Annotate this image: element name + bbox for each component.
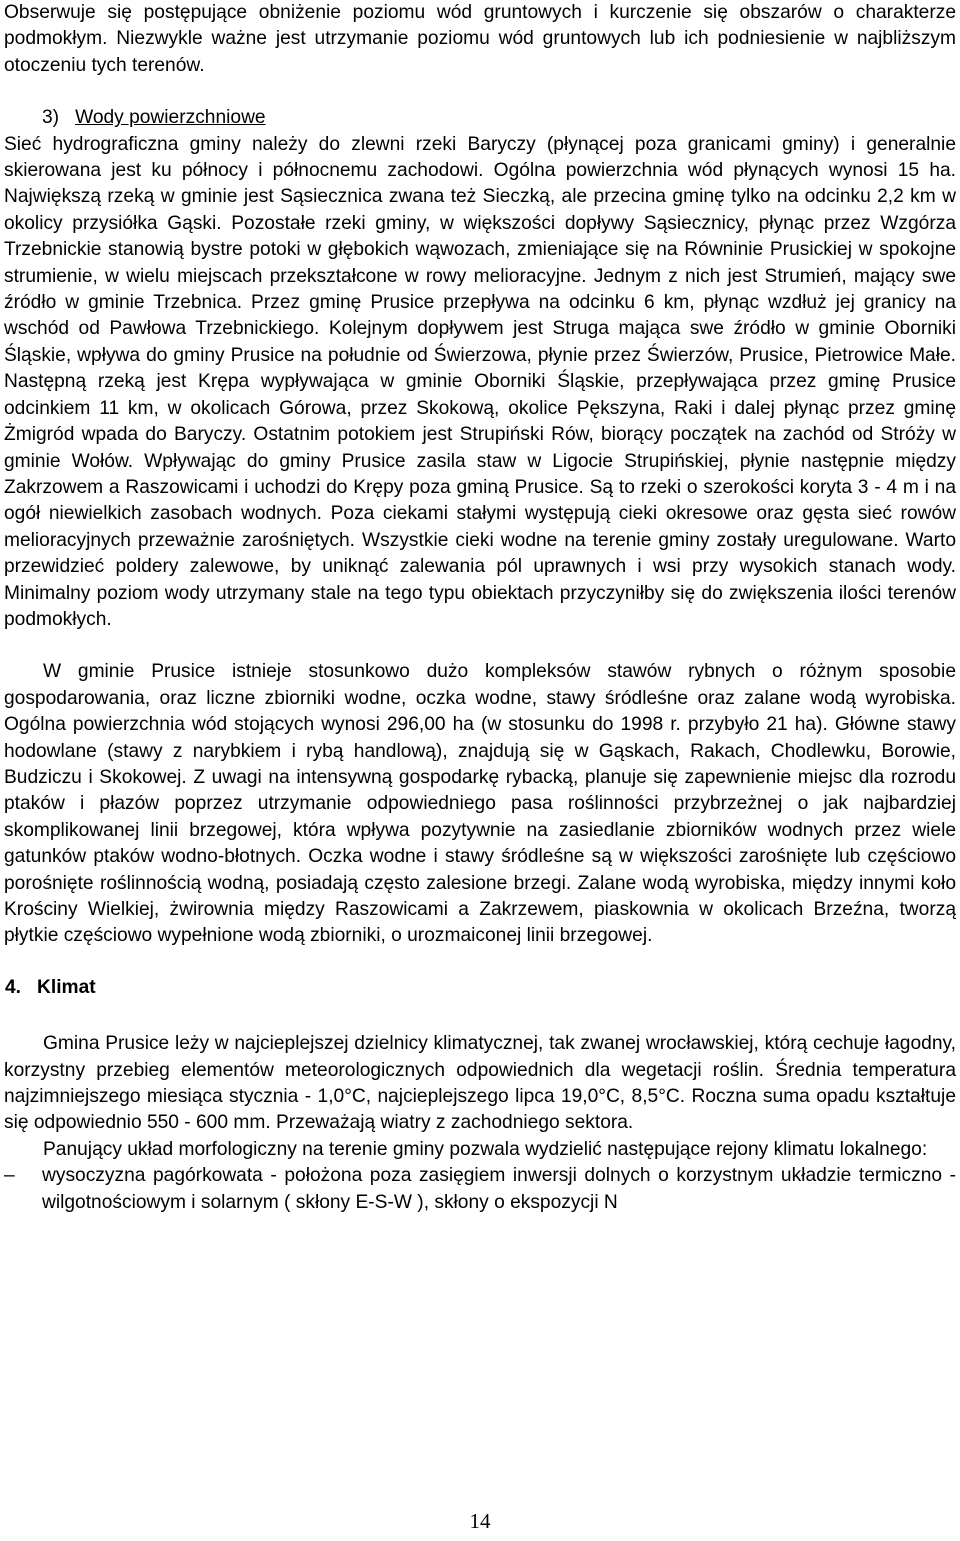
section-4-heading xyxy=(5,975,956,1001)
paragraph-climate: Gmina Prusice leży w najcieplejszej dzielnicy klimatycznej, tak zwanej wrocławskiej, którą cechuje łagodny, korzystny przebieg elementów meteorologicznych odpowiednich dla wegetacji roślin. Średnia temperatura najzimniejszego miesiąca stycznia - 1,0°C, najcieplejszego lipca 19,0°C, 8,5°C. Roczna suma opadu kształtuje się odpowiednio 550 - 600 mm. Przeważają wiatry z zachodniego sektora. xyxy=(4,1033,956,1134)
document-page xyxy=(4,0,956,1216)
section-4-number: 4. xyxy=(5,976,22,998)
list-item-text: wysoczyzna pagórkowata - położona poza zasięgiem inwersji dolnych o korzystnym układzie termiczno - wilgotnościowym i solarnym ( skłony E-S-W ), skłony o ekspozycji N xyxy=(42,1165,956,1213)
climate-regions-list xyxy=(4,1163,956,1216)
list-item xyxy=(4,1163,956,1216)
paragraph-climate-regions: Panujący układ morfologiczny na terenie gminy pozwala wydzielić następujące rejony klimatu lokalnego: xyxy=(43,1138,928,1160)
section-4-title: Klimat xyxy=(37,976,96,998)
list-item-dash: – xyxy=(4,1165,15,1187)
section-3-number: 3) xyxy=(42,107,60,129)
section-3-title: Wody powierzchniowe xyxy=(75,107,266,129)
paragraph-ponds: W gminie Prusice istnieje stosunkowo dużo kompleksów stawów rybnych o różnym sposobie gospodarowania, oraz liczne zbiorniki wodne, oczka wodne, stawy śródleśne oraz zalane wodą wyrobiska. Ogólna powierzchnia wód stojących wynosi 296,00 ha (w stosunku do 1998 r. przybyło 21 ha). Główne stawy hodowlane (stawy z narybkiem i rybą handlową), znajdują się w Gąskach, Rakach, Chodlewku, Borowie, Budziczu i Skokowej. Z uwagi na intensywną gospodarkę rybacką, planuje się zapewnienie miejsc dla rozrodu ptaków i płazów poprzez utrzymanie odpowiedniego pasa roślinności przybrzeżnej o jak najbardziej skomplikowanej linii brzegowej, która wpływa pozytywnie na zasiedlanie zbiorników wodnych przez wiele gatunków ptaków wodno-błotnych. Oczka wodne i stawy śródleśne są w większości zarośnięte lub częściowo porośnięte roślinnością wodną, posiadają często zalesione brzegi. Zalane wodą wyrobiska, między innymi koło Krościny Wielkiej, żwirownia między Raszowicami a Zakrzewem, piaskownia w okolicach Brzeźna, tworzą płytkie częściowo wypełnione wodą zbiorniki, o urozmaiconej linii brzegowej. xyxy=(4,661,956,947)
paragraph-groundwater: Obserwuje się postępujące obniżenie poziomu wód gruntowych i kurczenie się obszarów o charakterze podmokłym. Niezwykle ważne jest utrzymanie poziomu wód gruntowych lub ich podniesienie w najbliższym otoczeniu tych terenów. xyxy=(4,2,956,76)
page-number: 14 xyxy=(469,1509,491,1533)
section-3-heading xyxy=(42,105,956,131)
paragraph-hydrography: Sieć hydrograficzna gminy należy do zlewni rzeki Baryczy (płynącej poza granicami gminy) i generalnie skierowana jest ku północy i północnemu zachodowi. Ogólna powierzchnia wód płynących wynosi 15 ha. Największą rzeką w gminie jest Sąsiecznica zwana też Sieczką, ale przecina gminę tylko na odcinku 2,2 km w okolicy przysiółka Gąski. Pozostałe rzeki gminy, w większości dopływy Sąsiecznicy, płynąc przez Wzgórza Trzebnickie stanowią bystre potoki w głębokich wąwozach, zmieniające się na Równinie Prusickiej w spokojne strumienie, w wielu miejscach przekształcone w rowy melioracyjne. Jednym z nich jest Strumień, mający swe źródło w gminie Trzebnica. Przez gminę Prusice przepływa na odcinku 6 km, płynąc wzdłuż jej granicy na wschód od Pawłowa Trzebnickiego. Kolejnym dopływem jest Struga mająca swe źródło w gminie Oborniki Śląskie, wpływa do gminy Prusice na południe od Świerzowa, płynie przez Świerzów, Prusice, Pietrowice Małe. Następną rzeką jest Krępa wypływająca w gminie Oborniki Śląskie, przepływająca przez gminę Prusice odcinkiem 11 km, w okolicach Górowa, przez Skokową, okolice Pększyna, Raki i dalej płynąc przez gminę Żmigród wpada do Baryczy. Ostatnim potokiem jest Strupiński Rów, biorący początek na zachód od Stróży w gminie Wołów. Wpływając do gminy Prusice zasila staw w Ligocie Strupińskiej, płynie następnie między Zakrzowem a Raszowicami i uchodzi do Krępy poza gminą Prusice. Są to rzeki o szerokości koryta 3 - 4 m i na ogół niewielkich zasobach wodnych. Poza ciekami stałymi występują cieki okresowe oraz gęsta sieć rowów melioracyjnych przeważnie zarośniętych. Wszystkie cieki wodne na terenie gminy zostały uregulowane. Warto przewidzieć poldery zalewowe, by uniknąć zalewania pól uprawnych i wsi przy wysokich stanach wody. Minimalny poziom wody utrzymany stale na tego typu obiektach przyczyniłby się do zwiększenia ilości terenów podmokłych. xyxy=(4,133,956,630)
